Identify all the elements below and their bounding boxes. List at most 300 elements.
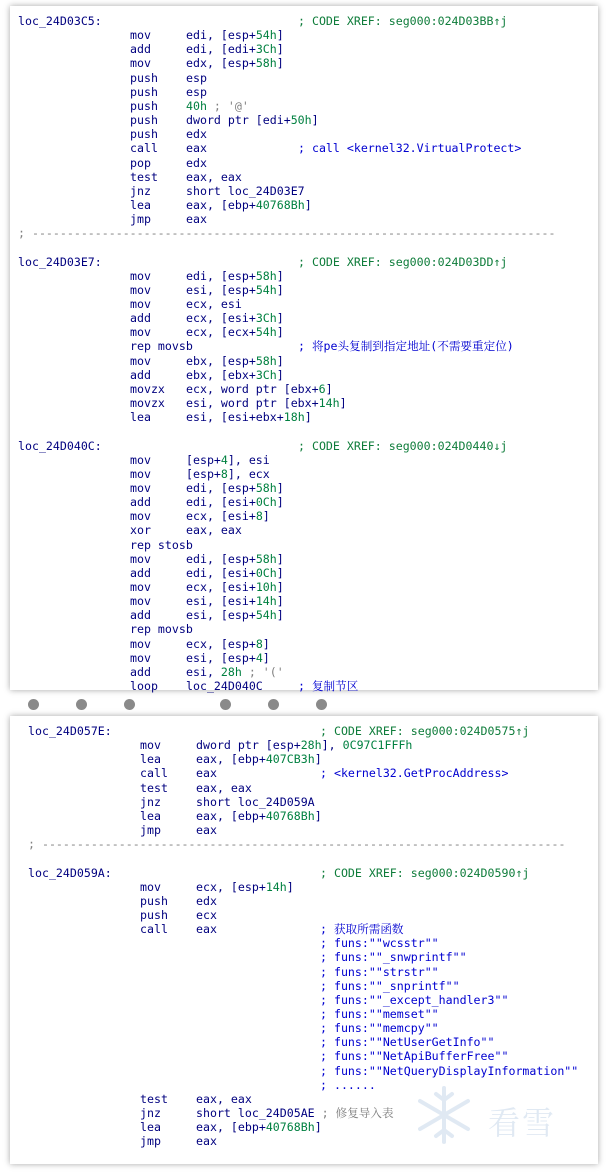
- asm-line: [10, 396, 598, 410]
- asm-line: [10, 170, 598, 184]
- comment: ; 获取所需函数: [320, 922, 404, 937]
- mnemonic: rep movsb: [130, 622, 193, 637]
- mnemonic: call: [140, 766, 168, 781]
- asm-line: [20, 894, 598, 908]
- operand-text: edi, [esp+: [186, 480, 256, 495]
- operand-text: ecx, [esi+: [186, 509, 256, 524]
- mnemonic: add: [130, 565, 151, 580]
- operand-text: ]: [276, 551, 284, 566]
- ellipsis-dot: [76, 699, 87, 710]
- operand-text: edi, [esi+: [186, 565, 256, 580]
- operand-text: ]: [311, 113, 319, 128]
- asm-line: [20, 880, 598, 894]
- operand-text: eax, [ebp+: [196, 752, 266, 767]
- asm-line: [10, 467, 598, 481]
- asm-line: [10, 127, 598, 141]
- operand-text: ], esi: [227, 452, 270, 467]
- operand-number: 4: [220, 452, 228, 467]
- mnemonic: push: [130, 70, 158, 85]
- asm-line: [20, 823, 598, 837]
- operand-text: ]: [276, 353, 284, 368]
- operands: [196, 922, 217, 936]
- operands: [186, 283, 284, 297]
- operand-number: 40768Bh: [255, 197, 305, 212]
- operands: [196, 809, 322, 823]
- mnemonic: add: [130, 367, 151, 382]
- operand-text: edi, [esp+: [186, 28, 256, 43]
- operand-number: 3Ch: [255, 311, 277, 326]
- mnemonic: lea: [140, 1120, 161, 1135]
- operand-text: edi, [edi+: [186, 42, 256, 57]
- operand-text: edi, [esp+: [186, 268, 256, 283]
- operand-text: eax, [ebp+: [196, 1120, 266, 1135]
- asm-line: [10, 28, 598, 42]
- asm-line: [20, 866, 598, 880]
- operand-number: 58h: [255, 551, 277, 566]
- asm-line: [10, 410, 598, 424]
- operands: [186, 566, 284, 580]
- comment: ; funs:""memset"": [320, 1007, 439, 1021]
- asm-line: [10, 509, 598, 523]
- operands: [186, 580, 284, 594]
- mnemonic: xor: [130, 523, 151, 538]
- separator-line: ; ---------------------------------------------------------------------------: [28, 837, 566, 852]
- operands: [186, 184, 305, 198]
- operands: [186, 410, 312, 424]
- mnemonic: mov: [140, 738, 161, 753]
- operand-number: 14h: [265, 879, 287, 894]
- asm-line: [10, 339, 598, 353]
- operand-text: ]: [276, 594, 284, 609]
- operand-text: eax: [186, 141, 207, 156]
- asm-line: [10, 594, 598, 608]
- mnemonic: test: [140, 1091, 168, 1106]
- operand-text: ecx, [esi+: [186, 311, 256, 326]
- asm-line: [20, 738, 598, 752]
- asm-line: [10, 240, 598, 254]
- asm-line: [10, 637, 598, 651]
- comment: ; funs:""NetUserGetInfo"": [320, 1035, 495, 1050]
- operand-number: 54h: [255, 325, 277, 340]
- operand-text: short loc_24D059A: [196, 794, 315, 809]
- code-label: loc_24D059A:: [28, 865, 112, 880]
- operand-text: ]: [314, 752, 322, 767]
- ellipsis-dot: [124, 699, 135, 710]
- asm-line: [10, 538, 598, 552]
- asm-line: [20, 851, 598, 865]
- asm-line: [10, 523, 598, 537]
- code-label: loc_24D03C5:: [18, 14, 102, 28]
- operands: [186, 396, 347, 410]
- operand-text: ]: [276, 28, 284, 43]
- operand-text: esi,: [186, 664, 221, 679]
- snowflake-icon: [412, 1084, 476, 1146]
- asm-line: [20, 781, 598, 795]
- operand-text: esi, [esi+ebx+: [186, 410, 284, 425]
- mnemonic: jmp: [140, 1134, 161, 1149]
- operands: [186, 495, 284, 509]
- mnemonic: loop: [130, 679, 158, 694]
- asm-line: [20, 965, 598, 979]
- comment: ; funs:""strstr"": [320, 964, 439, 979]
- operand-text: ebx, [esp+: [186, 353, 256, 368]
- asm-line: [10, 552, 598, 566]
- asm-line: [10, 212, 598, 226]
- comment: ; CODE XREF: seg000:024D0440↓j: [298, 438, 508, 453]
- operand-text: ecx, word ptr [ebx+: [186, 381, 319, 396]
- operand-text: ]: [325, 381, 333, 396]
- mnemonic: mov: [130, 551, 151, 566]
- operand-text: ]: [286, 879, 294, 894]
- operands: [186, 382, 333, 396]
- operands: [186, 523, 242, 537]
- mnemonic: mov: [130, 466, 151, 481]
- operand-text: esi, [esp+: [186, 282, 256, 297]
- operand-text: edi, [esi+: [186, 495, 256, 510]
- operands: [186, 99, 249, 113]
- mnemonic: mov: [130, 282, 151, 297]
- mnemonic: push: [130, 84, 158, 99]
- operand-text: ]: [314, 1120, 322, 1135]
- operand-text: ]: [262, 650, 270, 665]
- asm-line: [10, 56, 598, 70]
- operands: [196, 752, 322, 766]
- operand-text: eax, eax: [196, 1091, 252, 1106]
- mnemonic: mov: [130, 28, 151, 43]
- operand-text: esi, [esp+: [186, 608, 256, 623]
- operand-number: 28h: [300, 738, 322, 753]
- operand-text: edx: [186, 155, 207, 170]
- mnemonic: add: [130, 311, 151, 326]
- operand-number: 54h: [255, 282, 277, 297]
- asm-line: [20, 993, 598, 1007]
- operand-text: ]: [304, 410, 312, 425]
- operand-text: ecx, [esp+: [186, 636, 256, 651]
- operand-text: eax, [ebp+: [196, 808, 266, 823]
- asm-line: [10, 679, 598, 693]
- operands: [186, 354, 284, 368]
- operand-text: ]: [276, 56, 284, 71]
- operands: [186, 552, 284, 566]
- mnemonic: jmp: [140, 823, 161, 838]
- mnemonic: push: [130, 113, 158, 128]
- mnemonic: test: [130, 169, 158, 184]
- mnemonic: push: [130, 98, 158, 113]
- operand-text: ]: [262, 509, 270, 524]
- asm-line: [10, 566, 598, 580]
- operand-text: ]: [276, 367, 284, 382]
- ellipsis-dot: [268, 699, 279, 710]
- operands: [186, 509, 270, 523]
- asm-line: [10, 283, 598, 297]
- mnemonic: jnz: [140, 1106, 161, 1121]
- operand-text: ]: [276, 325, 284, 340]
- asm-line: [20, 979, 598, 993]
- operands: [186, 28, 284, 42]
- mnemonic: lea: [130, 410, 151, 425]
- mnemonic: mov: [130, 580, 151, 594]
- operand-number: 18h: [283, 410, 305, 425]
- mnemonic: push: [130, 127, 158, 142]
- asm-line: [20, 922, 598, 936]
- mnemonic: mov: [130, 452, 151, 467]
- operands: [186, 56, 284, 70]
- mnemonic: add: [130, 495, 151, 510]
- operand-text: edx: [196, 893, 217, 908]
- operand-number: 0Ch: [255, 565, 277, 580]
- operands: [186, 651, 270, 665]
- comment: ; 将pe头复制到指定地址(不需要重定位): [298, 339, 514, 354]
- mnemonic: mov: [130, 268, 151, 283]
- operands: [186, 325, 284, 339]
- operands: [186, 665, 284, 679]
- operands: [196, 880, 294, 894]
- operands: [186, 637, 270, 651]
- operands: [186, 85, 207, 99]
- asm-line: [10, 580, 598, 594]
- mnemonic: call: [140, 922, 168, 937]
- operands: [196, 1106, 394, 1120]
- comment: ; funs:""NetApiBufferFree"": [320, 1049, 509, 1064]
- asm-line: [10, 113, 598, 127]
- operand-text: dword ptr [esp+: [196, 738, 301, 753]
- asm-line: [10, 184, 598, 198]
- mnemonic: call: [130, 141, 158, 156]
- mnemonic: mov: [130, 325, 151, 340]
- asm-line: [20, 1035, 598, 1049]
- comment: ; funs:""_snwprintf"": [320, 950, 467, 965]
- asm-line: [20, 1049, 598, 1063]
- operand-text: ]: [276, 565, 284, 580]
- operand-text: ]: [276, 495, 284, 510]
- operand-text: ],: [321, 738, 343, 753]
- operand-number: 40768Bh: [265, 1120, 315, 1135]
- asm-line: [10, 368, 598, 382]
- operands: [186, 127, 207, 141]
- operands: [196, 781, 252, 795]
- asm-line: [10, 141, 598, 155]
- comment: ; CODE XREF: seg000:024D0575↑j: [320, 724, 530, 738]
- operand-text: eax: [196, 1134, 217, 1149]
- operands: [186, 156, 207, 170]
- operand-number: 3Ch: [255, 42, 277, 57]
- operands: [196, 1134, 217, 1148]
- mnemonic: add: [130, 608, 151, 623]
- operand-text: ]: [276, 480, 284, 495]
- operand-text: esi, [esi+: [186, 594, 256, 609]
- comment: ; funs:""wcsstr"": [320, 936, 439, 951]
- asm-line: [20, 766, 598, 780]
- operand-text: edx: [186, 127, 207, 142]
- operand-text: ]: [276, 42, 284, 57]
- mnemonic: lea: [140, 808, 161, 823]
- operand-number: 50h: [290, 113, 312, 128]
- operand-number: 54h: [255, 608, 277, 623]
- comment: ; 复制节区: [298, 679, 359, 694]
- operands: [196, 1120, 322, 1134]
- mnemonic: push: [140, 893, 168, 908]
- mnemonic: mov: [130, 480, 151, 495]
- asm-line: [20, 752, 598, 766]
- operand-number: 54h: [255, 28, 277, 43]
- operands: [186, 113, 319, 127]
- comment: ; CODE XREF: seg000:024D0590↑j: [320, 865, 530, 880]
- asm-line: [10, 269, 598, 283]
- asm-line: [10, 255, 598, 269]
- operands: [196, 795, 315, 809]
- operand-number: 0C97C1FFFh: [342, 738, 413, 753]
- operand-text: ]: [276, 282, 284, 297]
- operand-text: loc_24D040C: [186, 679, 263, 694]
- mnemonic: movzx: [130, 381, 165, 396]
- operand-number: 40768Bh: [265, 808, 315, 823]
- operand-number: 58h: [255, 56, 277, 71]
- comment: ; CODE XREF: seg000:024D03BB↑j: [298, 14, 508, 28]
- comment: ; funs:""_snprintf"": [320, 978, 460, 993]
- operand-text: edx, [esp+: [186, 56, 256, 71]
- operand-number: 40h: [186, 98, 207, 113]
- operands: [196, 766, 217, 780]
- asm-line: [10, 424, 598, 438]
- asm-line: [10, 198, 598, 212]
- inline-comment: ; '@': [206, 98, 249, 113]
- operand-text: ]: [276, 268, 284, 283]
- operand-text: eax: [196, 922, 217, 937]
- operand-number: 58h: [255, 268, 277, 283]
- operands: [186, 141, 207, 155]
- asm-line: [10, 42, 598, 56]
- operands: [186, 608, 284, 622]
- operand-text: eax, eax: [186, 523, 242, 538]
- asm-line: [10, 85, 598, 99]
- asm-line: [10, 608, 598, 622]
- operand-text: ]: [276, 580, 284, 594]
- operand-number: 4: [255, 650, 263, 665]
- operand-text: esi, [esp+: [186, 650, 256, 665]
- ellipsis-dot: [28, 699, 39, 710]
- operand-number: 6: [318, 381, 326, 396]
- operand-text: ]: [276, 311, 284, 326]
- operand-text: ]: [314, 808, 322, 823]
- mnemonic: lea: [140, 752, 161, 767]
- inline-comment: ; 修复导入表: [314, 1106, 394, 1121]
- operand-text: esp: [186, 70, 207, 85]
- operand-text: ecx, [esi+: [186, 580, 256, 594]
- mnemonic: mov: [130, 636, 151, 651]
- mnemonic: rep stosb: [130, 537, 193, 552]
- comment: ; call <kernel32.VirtualProtect>: [298, 141, 522, 156]
- operand-number: 58h: [255, 353, 277, 368]
- disassembly-panel-top: [10, 6, 598, 694]
- separator-line: ; ---------------------------------------------------------------------------: [18, 226, 556, 241]
- operand-text: eax: [186, 212, 207, 227]
- operand-number: 8: [220, 466, 228, 481]
- operand-text: ecx: [196, 907, 217, 922]
- operand-text: eax: [196, 766, 217, 781]
- mnemonic: mov: [140, 879, 161, 894]
- operand-text: dword ptr [edi+: [186, 113, 291, 128]
- asm-line: [10, 297, 598, 311]
- comment: ; <kernel32.GetProcAddress>: [320, 766, 509, 781]
- asm-line: [20, 837, 598, 851]
- asm-line: [20, 950, 598, 964]
- operands: [186, 212, 207, 226]
- asm-line: [10, 439, 598, 453]
- operand-text: [esp+: [186, 452, 221, 467]
- mnemonic: add: [130, 664, 151, 679]
- ellipsis-dot: [220, 699, 231, 710]
- operands: [196, 908, 217, 922]
- code-label: loc_24D057E:: [28, 724, 112, 738]
- asm-line: [20, 809, 598, 823]
- operand-text: short loc_24D03E7: [186, 183, 305, 198]
- operand-number: 407CB3h: [265, 752, 315, 767]
- mnemonic: mov: [130, 353, 151, 368]
- operand-text: eax, eax: [196, 780, 252, 795]
- comment: ; CODE XREF: seg000:024D03DD↑j: [298, 254, 508, 269]
- operand-text: eax: [196, 823, 217, 838]
- operand-text: ]: [339, 396, 347, 411]
- operand-text: ebx, [ebx+: [186, 367, 256, 382]
- asm-line: [10, 14, 598, 28]
- operand-text: eax, eax: [186, 169, 242, 184]
- mnemonic: push: [140, 907, 168, 922]
- mnemonic: mov: [130, 56, 151, 71]
- mnemonic: test: [140, 780, 168, 795]
- operand-text: ], ecx: [227, 466, 270, 481]
- operands: [186, 594, 284, 608]
- operand-text: ]: [262, 636, 270, 651]
- operands: [196, 823, 217, 837]
- operands: [186, 297, 242, 311]
- asm-line: [10, 495, 598, 509]
- asm-line: [20, 1007, 598, 1021]
- comment: ; ......: [320, 1077, 376, 1092]
- operands: [186, 198, 312, 212]
- asm-line: [20, 1021, 598, 1035]
- mnemonic: mov: [130, 509, 151, 524]
- operand-text: esi, word ptr [ebx+: [186, 396, 319, 411]
- operands: [186, 269, 284, 283]
- operands: [186, 311, 284, 325]
- asm-line: [20, 908, 598, 922]
- mnemonic: lea: [130, 197, 151, 212]
- operand-number: 0Ch: [255, 495, 277, 510]
- operand-text: edi, [esp+: [186, 551, 256, 566]
- asm-line: [20, 795, 598, 809]
- asm-line: [10, 226, 598, 240]
- operand-text: ]: [304, 197, 312, 212]
- operands: [186, 71, 207, 85]
- mnemonic: movzx: [130, 396, 165, 411]
- asm-line: [10, 665, 598, 679]
- mnemonic: add: [130, 42, 151, 57]
- operands: [186, 42, 284, 56]
- operand-text: short loc_24D05AE: [196, 1106, 315, 1121]
- operand-text: esp: [186, 84, 207, 99]
- operand-number: 8: [255, 509, 263, 524]
- asm-line: [10, 71, 598, 85]
- code-label: loc_24D040C:: [18, 438, 102, 453]
- asm-line: [20, 936, 598, 950]
- asm-line: [10, 325, 598, 339]
- watermark-text: 看雪: [488, 1104, 557, 1142]
- asm-line: [20, 724, 598, 738]
- operands: [186, 467, 270, 481]
- operand-text: ecx, esi: [186, 297, 242, 311]
- operand-number: 28h: [220, 664, 242, 679]
- operands: [186, 170, 242, 184]
